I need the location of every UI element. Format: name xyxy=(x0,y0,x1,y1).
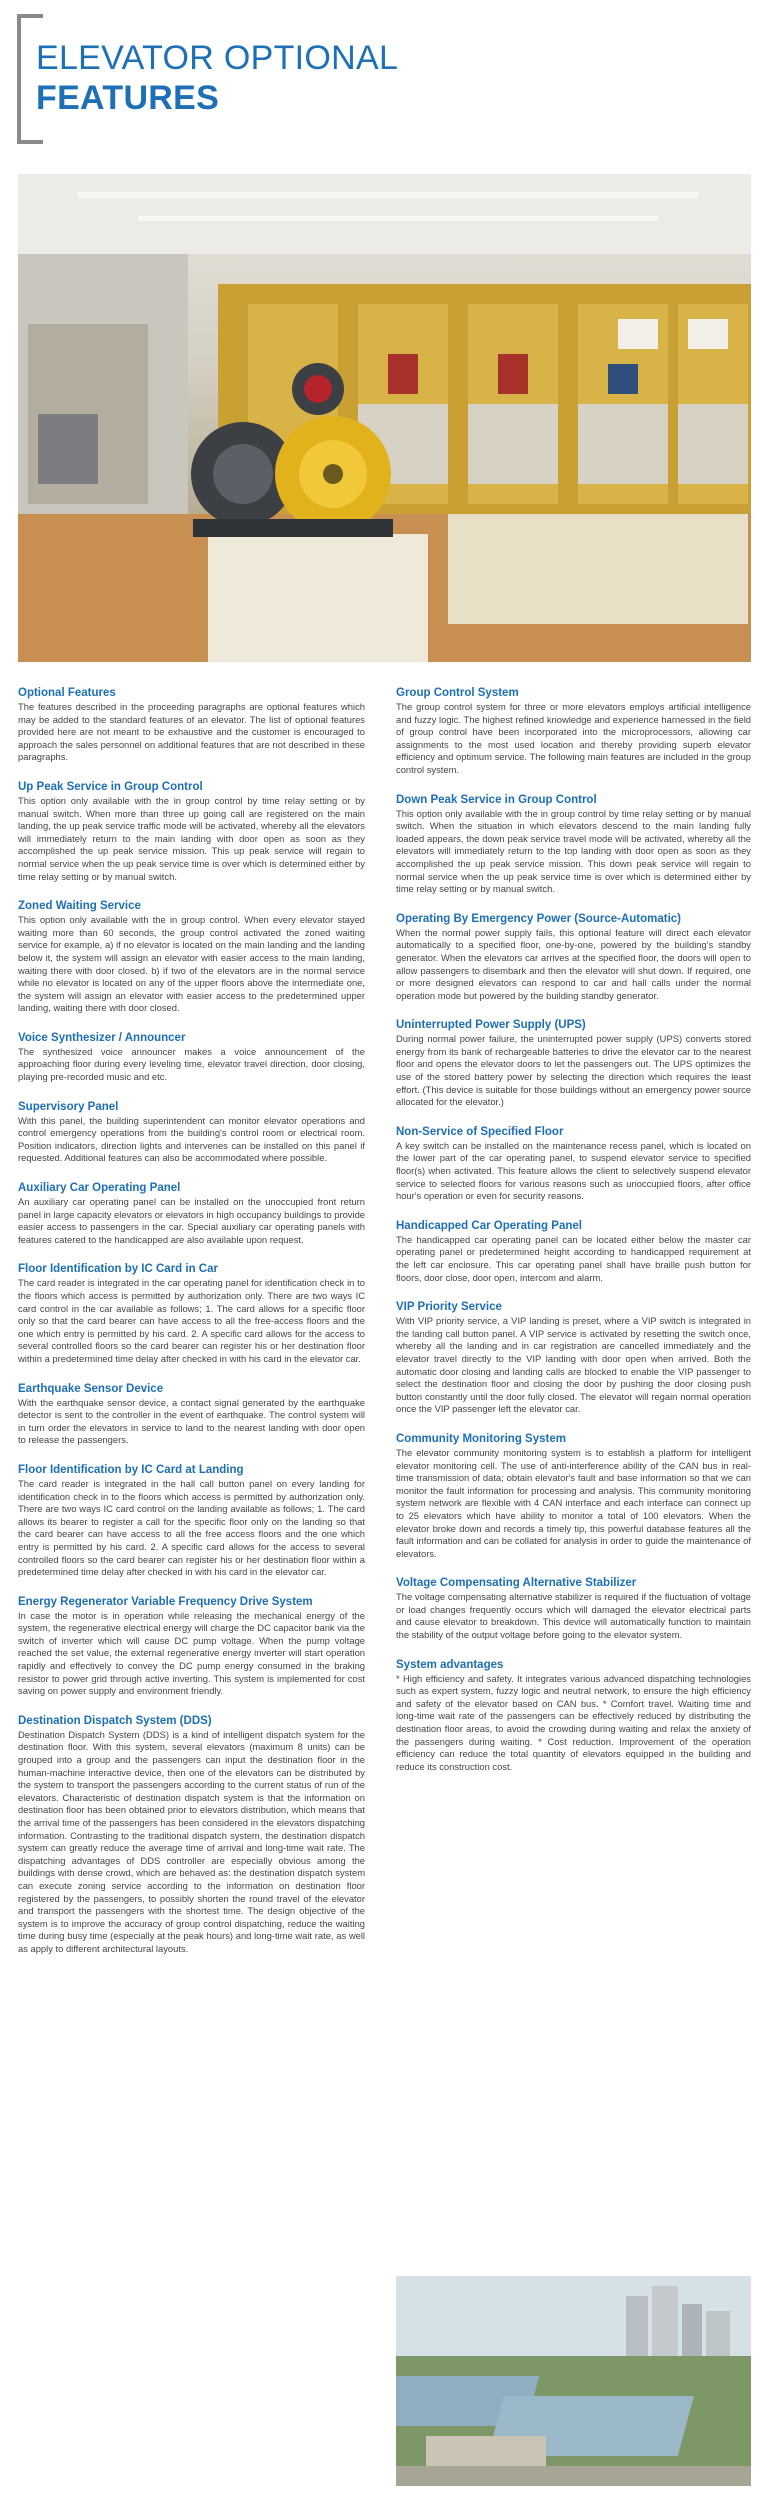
section-title: VIP Priority Service xyxy=(396,1301,502,1314)
section-community-monitoring xyxy=(396,1432,751,1560)
section-voltage-stabilizer xyxy=(396,1576,751,1641)
section-text: When the normal power supply fails, this optional feature will direct each elevator automatically to a specified floor, one-by-one, powered by the building's standby generator. When the elevators car arrives at the specified floor, the doors will open to allow passengers to disembark and then the elevator will shut down. If required, one or more designed elevators can respond to car and hall calls under the normal operation mode but powered by the building standby generator. xyxy=(396,926,751,1001)
section-text: The synthesized voice announcer makes a voice announcement of the approaching floor during every leveling time, elevator travel direction, door closing, playing pre-recorded music and etc. xyxy=(18,1045,365,1083)
section-text: The elevator community monitoring system is to establish a platform for intelligent elevator monitoring cell. The use of anti-interference ability of the CAN bus in real-time transmission of data; obtain elevator's fault and base information so that we can monitor the fault information for processing and analysis. This community monitoring system network are flexible with 4 CAN interface and each interface can connect up to 25 elevators which have ability to monitor a total of 100 elevators. When the elevator broke down and records a timely tip, this powerful database features all the fault information and can be collated for analysis in order to guide the maintenance of elevators. xyxy=(396,1446,751,1559)
section-down-peak-service xyxy=(396,793,751,896)
section-text: This option only available with the in group control. When every elevator stayed waiting more than 60 seconds, the group control activated the zoned waiting service for example, a) if no elevator is located on the main landing and the landing below it, the system will assign an elevator with easier access to the main landing, waiting there with door closed. b) if two of the elevators are in the normal service while no elevator is located on any of the upper floors above the intermediate one, the system will assign an elevator with easier access to the predetermined upper landing, waiting there with door closed. xyxy=(18,914,365,1014)
section-title: Earthquake Sensor Device xyxy=(18,1382,164,1395)
section-title: Up Peak Service in Group Control xyxy=(18,780,203,793)
section-title: Community Monitoring System xyxy=(396,1432,566,1445)
section-text: The handicapped car operating panel can be located either below the master car operating panel or predetermined height according to handicapped requirement at the left car enclosure. This car operating panel shall have braille push button for floors, door close, door open, intercom and alarm. xyxy=(396,1233,751,1283)
section-group-control xyxy=(396,686,751,777)
section-text: A key switch can be installed on the maintenance recess panel, which is located on the lower part of the car operating panel, to suspend elevator service to specified floor(s) when activated. This feature allows the client to selectively suspend elevator service to selected floors for various reasons such as unoccupied floors, after office hour's operation or even for security reasons. xyxy=(396,1139,751,1202)
section-title: Optional Features xyxy=(18,687,116,699)
section-title: Group Control System xyxy=(396,687,519,699)
section-text: With this panel, the building superintendent can monitor elevator operations and control emergency operations from the building's control room or electrical room. Position indicators, direction lights and intervenes can be installed on this panel if requested. Additional features can also be accommodated where possible. xyxy=(18,1114,365,1164)
section-ups xyxy=(396,1018,751,1109)
section-text: The group control system for three or more elevators employs artificial intelligence and fuzzy logic. The highest refined knowledge and experience harnessed in the field of group control have been incorporated into the microprocessors, allowing car assignments to the most used location and thereby providing superb elevator efficiency and optimum service. The following main features are included in the group control system. xyxy=(396,701,751,775)
section-text: Destination Dispatch System (DDS) is a kind of intelligent dispatch system for the destination floor. With this system, several elevators (maximum 8 units) can be grouped into a group and the passengers can input the destination floor in the human-machine interactive device, then one of the elevators can be distributed by the system to transport the passengers according to the current status of run of the elevators. Characteristic of destination dispatch system is that the information on destination floor has been obtained prior to elevators distribution, which means that the arrival time of the passengers has been considered in the elevators dispatching information. Contrasting to the traditional dispatch system, the destination dispatch system can greatly reduce the average time of arrival and long-time wait rate. The dispatching advantages of DDS controller are especially obvious among the buildings with dense crowd, which are behaved as: the destination dispatch system can execute zoning service according to the information on destination floor registered by the passengers, to possibly shorten the round travel of the elevator and transport the passengers with the shortest time. The design objective of the system is to improve the accuracy of group control dispatching, reduce the waiting time during busy time (especially at the peak hours) and long-time wait rate, as well as apply to different architectural layouts. xyxy=(18,1728,365,1954)
section-title: Floor Identification by IC Card in Car xyxy=(18,1263,218,1276)
section-title: Operating By Emergency Power (Source-Automatic) xyxy=(396,912,682,925)
section-text: An auxiliary car operating panel can be installed on the unoccupied front return panel in large capacity elevators or elevators in high occupancy buildings to provide easier access to passengers in the car. Special auxiliary car operating panels with features catered to the handicapped are also available upon request. xyxy=(18,1196,365,1245)
section-title: Zoned Waiting Service xyxy=(18,900,141,913)
right-column xyxy=(396,686,751,1789)
section-text: This option only available with the in group control by time relay setting or by manual switch. When the situation in which elevators descend to the main landing fully loaded appears, the down peak service travel mode will be activated, whereby all the elevators will immediately return to the top landing with door open as soon as they accomplished the up peak service mission. This down peak service will regain to normal service when the up peak service time is over which is determined either by time relay setting or by manual switch. xyxy=(396,807,751,895)
section-emergency-power xyxy=(396,912,751,1003)
showroom-illustration xyxy=(18,174,751,662)
showroom-photo xyxy=(18,174,751,662)
section-title: Supervisory Panel xyxy=(18,1100,119,1113)
section-handicapped-panel xyxy=(396,1219,751,1284)
section-title: Destination Dispatch System (DDS) xyxy=(18,1714,212,1727)
page-title-line2: FEATURES xyxy=(36,79,220,117)
section-destination-dispatch xyxy=(18,1714,365,1956)
section-auxiliary-panel xyxy=(18,1181,365,1246)
section-text: The voltage compensating alternative stabilizer is required if the fluctuation of voltage or load changes frequently occurs which will damaged the elevator electrical parts and cause elevator to breakdown. This device will automatically function to maintain the stability of the output voltage before going to the elevator system. xyxy=(396,1591,751,1641)
section-text: With VIP priority service, a VIP landing is preset, where a VIP switch is integrated in the landing call button panel. A VIP service is activated by resetting the switch once, whereby all the landing and in car registration are cancelled immediately and the elevator travel directly to the VIP landing with door open when arrived. Both the automatic door closing and landing calls are blocked to enable the VIP passenger to select the destination floor and closing the door by pushing the door closing push button constantly until the door fully closed. The elevator will regain normal operation once the VIP passenger left the elevator car. xyxy=(396,1315,751,1415)
section-text: The card reader is integrated in the car operating panel for identification check in to the floors which access is permitted by authorization only. There are two ways IC card control in the car available as follows; 1. The card allows for a specific floor only so that the card bearer can have access to all the free-access floors and the one which entry is permitted by his card. 2. A specific card allows for the access to several controlled floors so the card bearer can register his or her destination floor within a predetermined time delay after checked in with his card in the elevator car. xyxy=(18,1277,365,1364)
section-title: Down Peak Service in Group Control xyxy=(396,793,597,806)
section-title: Uninterrupted Power Supply (UPS) xyxy=(396,1019,586,1032)
section-voice-synthesizer xyxy=(18,1031,365,1084)
section-text: In case the motor is in operation while releasing the mechanical energy of the system, the regenerative electrical energy will charge the DC capacitor bank via the switch of inverter which will cause DC pump voltage. When the pump voltage reached the set value, the external regenerative energy inverter will start operation rapidly and effectively to convey the DC pump energy consumed in the braking resistor to power grid through active inverting. This system is implemented for cost saving on power supply and environment friendly. xyxy=(18,1609,365,1697)
left-column xyxy=(18,686,365,1972)
section-title: Voltage Compensating Alternative Stabilizer xyxy=(396,1577,637,1590)
section-system-advantages xyxy=(396,1658,751,1774)
section-ic-card-landing xyxy=(18,1463,365,1579)
factory-illustration xyxy=(396,2276,751,2486)
section-vip-priority xyxy=(396,1300,751,1416)
section-text: * High efficiency and safety. It integrates various advanced dispatching technologies such as expert system, fuzzy logic and neutral network, to ensure the high efficiency and safety of the elevator based on CAN bus. * Comfort travel. Waiting time and long-time wait rate of the passengers can be effectively reduced by distributing the destination floor areas, to avoid the crowding during waiting and relax the anxiety of the passengers during waiting. * Cost reduction. Improvement of the operation efficiency can reduce the total quantity of elevators equipped in the building and reduce its construction cost. xyxy=(396,1672,751,1772)
page-title-line1: ELEVATOR OPTIONAL xyxy=(36,39,399,77)
section-title: Floor Identification by IC Card at Landing xyxy=(18,1463,244,1476)
section-title: Auxiliary Car Operating Panel xyxy=(18,1182,181,1195)
section-text: With the earthquake sensor device, a contact signal generated by the earthquake detector is sent to the controller in the event of earthquake. The control system will in turn order the elevators in service to land to the nearest landing with door open to release the passengers. xyxy=(18,1396,365,1446)
section-supervisory-panel xyxy=(18,1100,365,1165)
section-zoned-waiting xyxy=(18,899,365,1015)
section-non-service-floor xyxy=(396,1125,751,1203)
section-title: Non-Service of Specified Floor xyxy=(396,1125,564,1138)
section-text: The features described in the proceeding paragraphs are optional features which may be added to the standard features of an elevator. The list of optional features provided here are not meant to be exhaustive and the customer is encouraged to approach the sales personnel on additional features that are not described in these paragraphs. xyxy=(18,701,365,763)
section-up-peak-service xyxy=(18,780,365,883)
section-title: Energy Regenerator Variable Frequency Drive System xyxy=(18,1595,313,1608)
section-optional-features xyxy=(18,686,365,764)
section-title: System advantages xyxy=(396,1658,504,1671)
section-title: Voice Synthesizer / Announcer xyxy=(18,1031,186,1044)
factory-aerial-photo xyxy=(396,2276,751,2486)
section-title: Handicapped Car Operating Panel xyxy=(396,1219,582,1232)
section-text: This option only available with the in group control by time relay setting or by manual switch. When more than three up going call are registered on the main landing, the up peak service traffic mode will be activated, whereby all the elevators will immediately return to the main landing with door open as soon as they accomplished the up peak service mission. This up peak service will regain to normal service when the up peak service time is over which is determined either by time relay setting or by manual switch. xyxy=(18,794,365,882)
section-earthquake-sensor xyxy=(18,1382,365,1447)
page-title xyxy=(36,38,398,118)
section-text: The card reader is integrated in the hall call button panel on every landing for identification check in to the floors which access is permitted by authorization only. There are two ways IC card control on the landing available as follows; 1. The card allows its bearer to register a call for the specific floor only on the landing so that the card bearer can have access to all the free access floors and the one which entry is permitted by his card. 2. A specific card allows for the access to several controlled floors so the card bearer can register his or her destination floor within a predetermined time delay after checked in with his card in the elevator car. xyxy=(18,1477,365,1578)
section-ic-card-car xyxy=(18,1262,365,1365)
section-energy-regenerator xyxy=(18,1595,365,1698)
section-text: During normal power failure, the uninterrupted power supply (UPS) converts stored energy from its bank of rechargeable batteries to drive the elevator car to the nearest floor and opens the elevator doors to let the passengers out. The UPS optimizes the use of the stored battery power by selecting the direction which requires the least effort. (This device is suitable for those buildings without an emergency power source allocated for the elevator.) xyxy=(396,1033,751,1108)
